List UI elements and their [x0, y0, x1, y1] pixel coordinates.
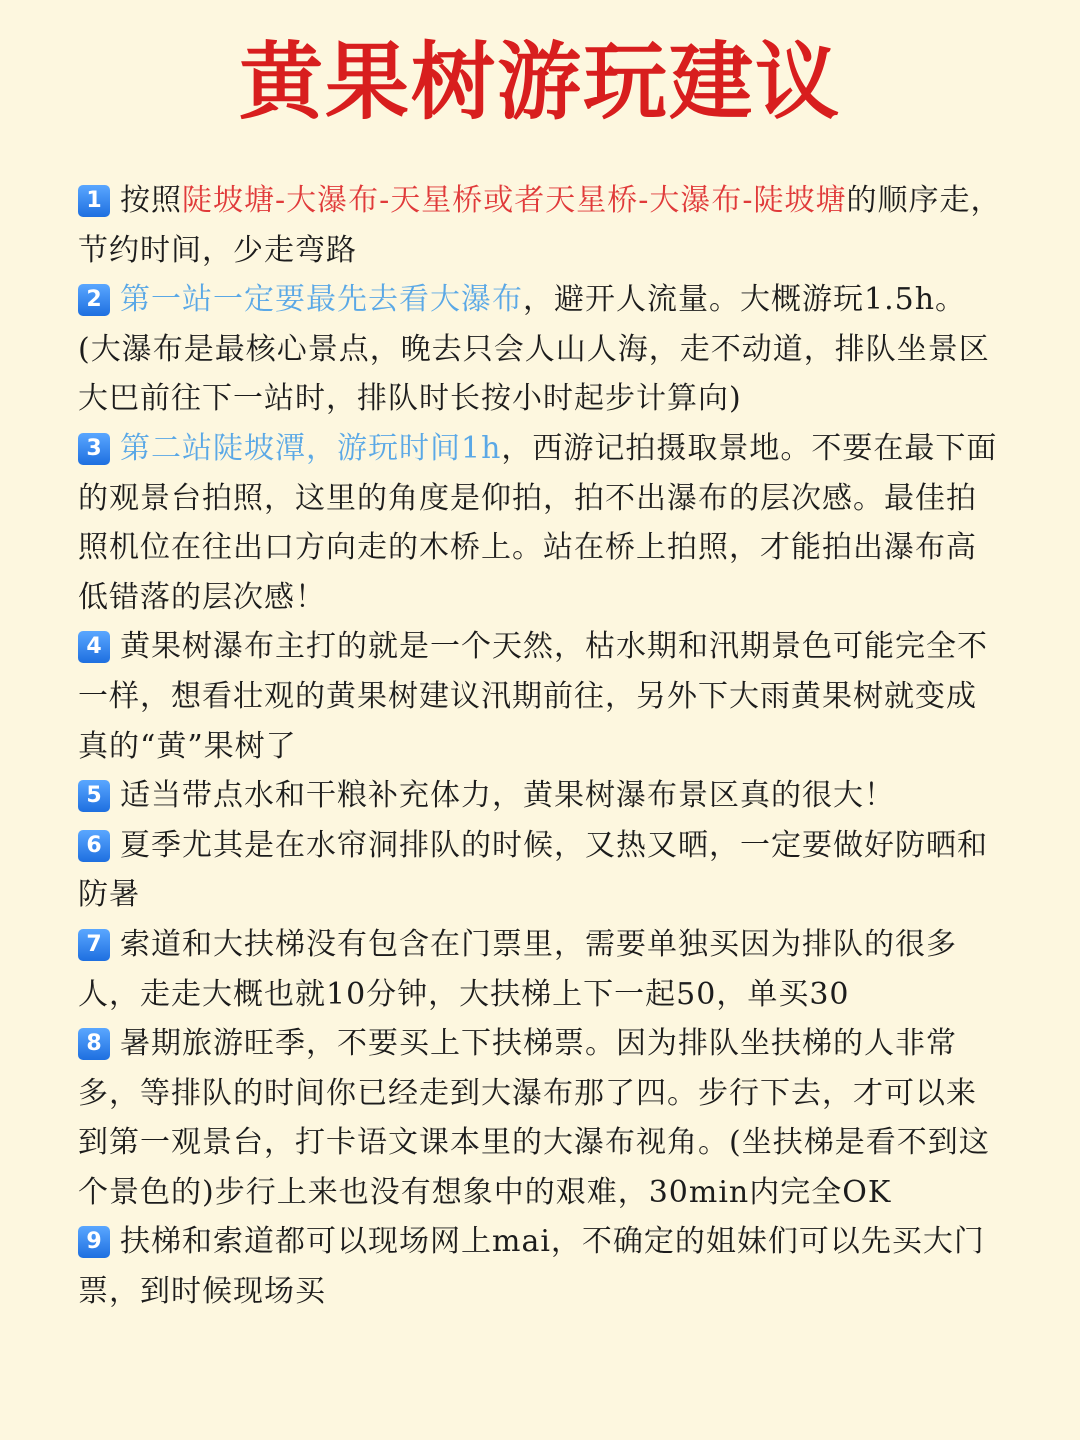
keycap-8-icon: 8: [78, 1028, 110, 1060]
tip-2-text: ，避开人流量。大概游玩1.5h。(大瀑布是最核心景点，晚去只会人山人海，走不动道，排队坐景区大巴前往下一站时，排队时长按小时起步计算向): [78, 282, 990, 417]
tip-9-text: 扶梯和索道都可以现场网上mai，不确定的姐妹们可以先买大门票，到时候现场买: [78, 1224, 985, 1310]
tip-7-text: 索道和大扶梯没有包含在门票里，需要单独买因为排队的很多人，走走大概也就10分钟，大扶梯上下一起50，单买30: [78, 926, 957, 1012]
tip-item-2: [78, 275, 1002, 424]
keycap-4-icon: 4: [78, 631, 110, 663]
keycap-1-icon: 1: [78, 185, 110, 217]
tip-item-7: [78, 920, 1002, 1019]
keycap-6-icon: 6: [78, 830, 110, 862]
tip-item-4: [78, 622, 1002, 771]
tip-4-text: 黄果树瀑布主打的就是一个天然，枯水期和汛期景色可能完全不一样，想看壮观的黄果树建议汛期前往，另外下大雨黄果树就变成真的“黄”果树了: [78, 629, 988, 764]
tip-item-6: [78, 821, 1002, 920]
tip-3-text: ，西游记拍摄取景地。不要在最下面的观景台拍照，这里的角度是仰拍，拍不出瀑布的层次感。最佳拍照机位在往出口方向走的木桥上。站在桥上拍照，才能拍出瀑布高低错落的层次感！: [78, 430, 998, 615]
tip-2-highlight: 第一站一定要最先去看大瀑布: [120, 282, 523, 318]
tip-6-text: 夏季尤其是在水帘洞排队的时候，又热又晒，一定要做好防晒和防暑: [78, 827, 988, 913]
tip-item-5: [78, 771, 1002, 821]
tip-8-text: 暑期旅游旺季，不要买上下扶梯票。因为排队坐扶梯的人非常多，等排队的时间你已经走到大瀑布那了四。步行下去，才可以来到第一观景台，打卡语文课本里的大瀑布视角。(坐扶梯是看不到这个景色的)步行上来也没有想象中的艰难，30min内完全OK: [78, 1026, 990, 1210]
keycap-7-icon: 7: [78, 929, 110, 961]
tip-item-8: [78, 1019, 1002, 1217]
tip-item-9: [78, 1217, 1002, 1316]
tips-list: [78, 176, 1002, 1317]
tip-3-highlight: 第二站陡坡潭，游玩时间1h: [120, 430, 502, 466]
keycap-2-icon: 2: [78, 284, 110, 316]
tip-5-text: 适当带点水和干粮补充体力，黄果树瀑布景区真的很大！: [120, 778, 895, 814]
tip-1-prefix: 按照: [120, 183, 182, 218]
tip-1-route-highlight: 陡坡塘-大瀑布-天星桥或者天星桥-大瀑布-陡坡塘: [182, 183, 847, 218]
keycap-5-icon: 5: [78, 780, 110, 812]
tip-item-1: [78, 176, 1002, 275]
tip-1-text: 的顺序走，节约时间，少走弯路: [78, 183, 1002, 268]
keycap-9-icon: 9: [78, 1226, 110, 1258]
page-title: 黄果树游玩建议: [238, 33, 841, 131]
keycap-3-icon: 3: [78, 433, 110, 465]
tip-item-3: [78, 424, 1002, 622]
